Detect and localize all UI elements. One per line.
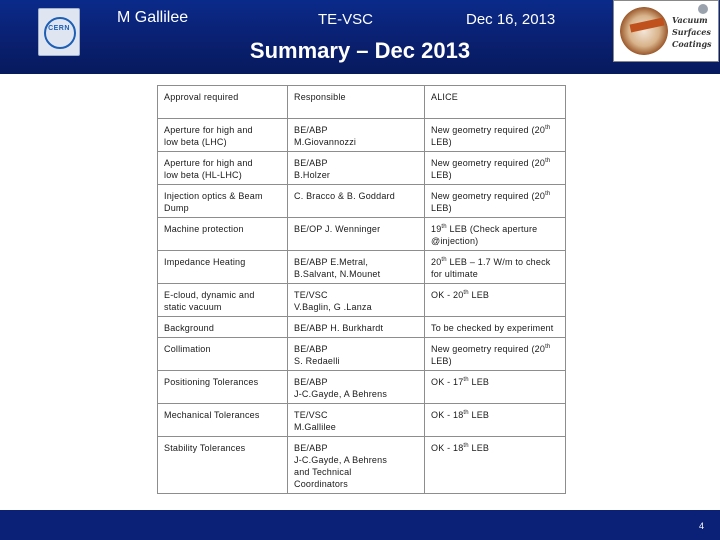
date-label: Dec 16, 2013 <box>466 11 556 28</box>
alice-status-cell <box>425 338 566 371</box>
vsc-logo-word: Coatings <box>672 39 712 49</box>
responsible-cell <box>288 437 425 494</box>
vsc-logo-dot-icon <box>698 4 708 14</box>
alice-status-cell <box>425 284 566 317</box>
responsible-cell-line: M.Giovannozzi <box>294 137 357 147</box>
responsible-cell <box>288 317 425 338</box>
responsible-cell <box>288 404 425 437</box>
footer-bar <box>0 510 720 540</box>
approval-item-cell <box>158 404 288 437</box>
responsible-cell-line: TE/VSC <box>294 410 328 420</box>
alice-status-cell <box>425 371 566 404</box>
approval-item-cell <box>158 251 288 284</box>
approval-item-cell-line: Dump <box>164 203 189 213</box>
table-row <box>158 185 566 218</box>
status-text-post: LEB) <box>431 137 452 147</box>
approval-item-cell-line: Positioning Tolerances <box>164 377 259 387</box>
responsible-cell-line: BE/ABP <box>294 377 328 387</box>
column-header-responsible: Responsible <box>288 86 425 119</box>
alice-status-cell <box>425 251 566 284</box>
cern-logo-text: CERN <box>48 25 70 32</box>
table-row <box>158 218 566 251</box>
vsc-logo-word: Surfaces <box>672 27 711 37</box>
responsible-cell <box>288 185 425 218</box>
table-row <box>158 404 566 437</box>
responsible-cell-line: M.Gallilee <box>294 422 337 432</box>
responsible-cell-line: BE/ABP E.Metral, <box>294 257 369 267</box>
responsible-cell <box>288 152 425 185</box>
approval-item-cell-line: Background <box>164 323 215 333</box>
vsc-logo-word: Vacuum <box>672 15 708 25</box>
table-row <box>158 317 566 338</box>
status-text-pre: 19 <box>431 224 442 234</box>
alice-status-cell <box>425 437 566 494</box>
status-text-sup: th <box>545 158 551 164</box>
responsible-cell-line: S. Redaelli <box>294 356 340 366</box>
approval-item-cell-line: static vacuum <box>164 302 222 312</box>
approval-item-cell-line: low beta (HL-LHC) <box>164 170 242 180</box>
status-text-post: LEB <box>468 443 490 453</box>
status-text-sup: th <box>463 290 469 296</box>
responsible-cell <box>288 284 425 317</box>
responsible-cell-line: BE/ABP <box>294 158 328 168</box>
status-text-pre: OK - 18 <box>431 410 464 420</box>
table-row <box>158 371 566 404</box>
approval-item-cell-line: Aperture for high and <box>164 125 253 135</box>
status-text-pre: To be checked by experiment <box>431 323 554 333</box>
alice-status-cell <box>425 404 566 437</box>
status-text-sup: th <box>545 125 551 131</box>
status-text-post: LEB – 1.7 W/m to check for ultimate <box>431 257 551 279</box>
responsible-cell-line: BE/ABP H. Burkhardt <box>294 323 384 333</box>
alice-status-cell <box>425 185 566 218</box>
status-text-post: LEB (Check aperture @injection) <box>431 224 538 246</box>
responsible-cell <box>288 371 425 404</box>
approval-item-cell-line: Impedance Heating <box>164 257 246 267</box>
status-text-pre: 20 <box>431 257 442 267</box>
approval-item-cell <box>158 437 288 494</box>
responsible-cell-line: Coordinators <box>294 479 348 489</box>
status-text-pre: OK - 20 <box>431 290 464 300</box>
status-text-pre: New geometry required (20 <box>431 344 546 354</box>
alice-status-cell <box>425 152 566 185</box>
status-text-post: LEB <box>468 290 490 300</box>
responsible-cell-line: BE/ABP <box>294 125 328 135</box>
responsible-cell-line: J-C.Gayde, A Behrens <box>294 455 388 465</box>
approval-item-cell-line: Injection optics & Beam <box>164 191 263 201</box>
table-row <box>158 152 566 185</box>
responsible-cell <box>288 218 425 251</box>
responsible-cell-line: and Technical <box>294 467 352 477</box>
responsible-cell <box>288 251 425 284</box>
approval-item-cell-line: Aperture for high and <box>164 158 253 168</box>
table-row <box>158 119 566 152</box>
page-number: 4 <box>698 521 704 531</box>
approval-item-cell-line: Mechanical Tolerances <box>164 410 260 420</box>
status-text-pre: OK - 17 <box>431 377 464 387</box>
table-row <box>158 251 566 284</box>
approval-item-cell <box>158 218 288 251</box>
alice-status-cell <box>425 218 566 251</box>
status-text-pre: OK - 18 <box>431 443 464 453</box>
responsible-cell-line: BE/ABP <box>294 344 328 354</box>
status-text-post: LEB <box>468 410 490 420</box>
table-header-row <box>158 86 566 119</box>
responsible-cell <box>288 119 425 152</box>
status-text-post: LEB <box>468 377 490 387</box>
approval-item-cell <box>158 371 288 404</box>
summary-table-body <box>158 86 566 494</box>
vsc-logo <box>613 0 719 62</box>
department-label: TE-VSC <box>318 11 374 28</box>
approval-item-cell <box>158 317 288 338</box>
column-header-alice: ALICE <box>425 86 566 119</box>
approval-item-cell <box>158 119 288 152</box>
header-bar <box>0 0 720 74</box>
status-text-sup: th <box>463 443 469 449</box>
responsible-cell-line: BE/OP J. Wenninger <box>294 224 381 234</box>
status-text-sup: th <box>441 257 447 263</box>
page-title: Summary – Dec 2013 <box>249 38 471 63</box>
status-text-sup: th <box>441 224 447 230</box>
status-text-post: LEB) <box>431 170 452 180</box>
alice-status-cell <box>425 317 566 338</box>
status-text-post: LEB) <box>431 203 452 213</box>
responsible-cell <box>288 338 425 371</box>
status-text-sup: th <box>545 344 551 350</box>
status-text-pre: New geometry required (20 <box>431 191 546 201</box>
status-text-sup: th <box>463 377 469 383</box>
vsc-logo-swirl-icon <box>620 7 668 55</box>
approval-item-cell-line: Stability Tolerances <box>164 443 246 453</box>
summary-table <box>157 85 566 494</box>
approval-item-cell <box>158 284 288 317</box>
approval-item-cell-line: E-cloud, dynamic and <box>164 290 255 300</box>
status-text-sup: th <box>463 410 469 416</box>
responsible-cell-line: C. Bracco & B. Goddard <box>294 191 395 201</box>
responsible-cell-line: J-C.Gayde, A Behrens <box>294 389 388 399</box>
responsible-cell-line: V.Baglin, G .Lanza <box>294 302 372 312</box>
alice-status-cell <box>425 119 566 152</box>
table-row <box>158 284 566 317</box>
responsible-cell-line: B.Salvant, N.Mounet <box>294 269 381 279</box>
approval-item-cell-line: Collimation <box>164 344 211 354</box>
approval-item-cell <box>158 152 288 185</box>
table-row <box>158 437 566 494</box>
status-text-pre: New geometry required (20 <box>431 158 546 168</box>
author-name: M Gallilee <box>117 9 189 26</box>
approval-item-cell-line: low beta (LHC) <box>164 137 227 147</box>
approval-item-cell <box>158 185 288 218</box>
responsible-cell-line: B.Holzer <box>294 170 331 180</box>
table-row <box>158 338 566 371</box>
status-text-pre: New geometry required (20 <box>431 125 546 135</box>
status-text-sup: th <box>545 191 551 197</box>
approval-item-cell-line: Machine protection <box>164 224 244 234</box>
approval-item-cell <box>158 338 288 371</box>
responsible-cell-line: BE/ABP <box>294 443 328 453</box>
status-text-post: LEB) <box>431 356 452 366</box>
column-header-approval: Approval required <box>158 86 288 119</box>
responsible-cell-line: TE/VSC <box>294 290 328 300</box>
